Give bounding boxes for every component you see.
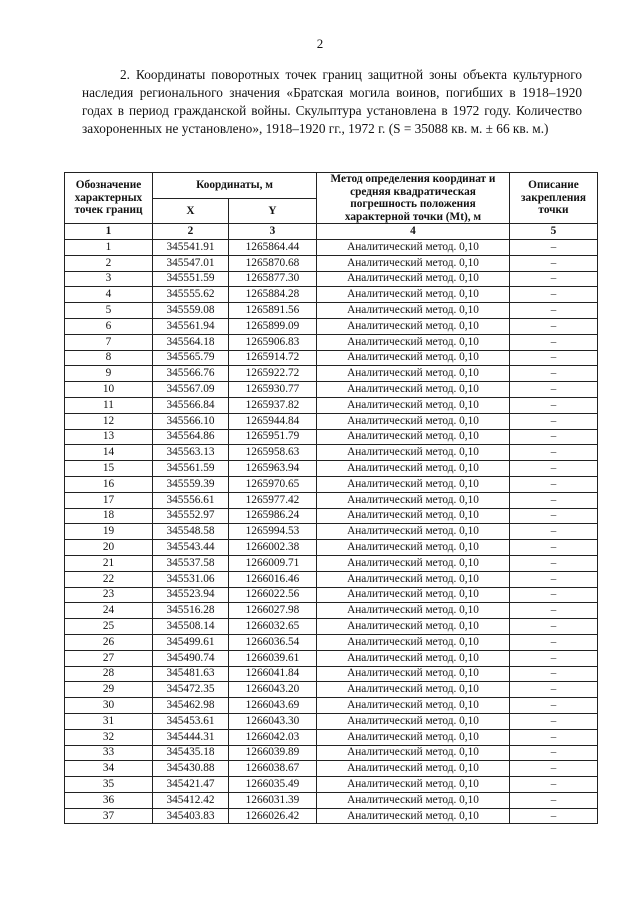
y-cell: 1266027.98 <box>229 603 317 619</box>
column-number: 1 <box>65 224 153 240</box>
x-cell: 345508.14 <box>153 619 229 635</box>
x-cell: 345566.10 <box>153 413 229 429</box>
y-cell: 1266043.20 <box>229 682 317 698</box>
x-cell: 345548.58 <box>153 524 229 540</box>
point-cell: 12 <box>65 413 153 429</box>
y-cell: 1266041.84 <box>229 666 317 682</box>
x-cell: 345563.13 <box>153 445 229 461</box>
description-cell: – <box>510 555 598 571</box>
point-cell: 29 <box>65 682 153 698</box>
header-method: Метод определения координат и средняя квадратическая погрешность положения характерной точки (Mt), м <box>317 173 510 224</box>
description-cell: – <box>510 255 598 271</box>
method-cell: Аналитический метод. 0,10 <box>317 619 510 635</box>
y-cell: 1266035.49 <box>229 777 317 793</box>
x-cell: 345531.06 <box>153 571 229 587</box>
description-cell: – <box>510 240 598 256</box>
description-cell: – <box>510 603 598 619</box>
x-cell: 345444.31 <box>153 729 229 745</box>
table-row <box>65 619 598 635</box>
x-cell: 345566.76 <box>153 366 229 382</box>
table-row <box>65 508 598 524</box>
point-cell: 33 <box>65 745 153 761</box>
x-cell: 345552.97 <box>153 508 229 524</box>
y-cell: 1265994.53 <box>229 524 317 540</box>
method-cell: Аналитический метод. 0,10 <box>317 745 510 761</box>
point-cell: 2 <box>65 255 153 271</box>
y-cell: 1265864.44 <box>229 240 317 256</box>
point-cell: 14 <box>65 445 153 461</box>
x-cell: 345559.39 <box>153 476 229 492</box>
x-cell: 345559.08 <box>153 303 229 319</box>
x-cell: 345537.58 <box>153 555 229 571</box>
table-row <box>65 318 598 334</box>
description-cell: – <box>510 397 598 413</box>
y-cell: 1265958.63 <box>229 445 317 461</box>
y-cell: 1265877.30 <box>229 271 317 287</box>
table-body <box>65 240 598 824</box>
point-cell: 3 <box>65 271 153 287</box>
point-cell: 11 <box>65 397 153 413</box>
table-row <box>65 350 598 366</box>
y-cell: 1265977.42 <box>229 492 317 508</box>
description-cell: – <box>510 429 598 445</box>
y-cell: 1265963.94 <box>229 461 317 477</box>
x-cell: 345472.35 <box>153 682 229 698</box>
column-number-row <box>65 224 598 240</box>
y-cell: 1265944.84 <box>229 413 317 429</box>
description-cell: – <box>510 382 598 398</box>
method-cell: Аналитический метод. 0,10 <box>317 729 510 745</box>
method-cell: Аналитический метод. 0,10 <box>317 492 510 508</box>
x-cell: 345403.83 <box>153 808 229 824</box>
point-cell: 26 <box>65 634 153 650</box>
description-cell: – <box>510 666 598 682</box>
description-cell: – <box>510 334 598 350</box>
header-coordinates: Координаты, м <box>153 173 317 199</box>
y-cell: 1265937.82 <box>229 397 317 413</box>
x-cell: 345412.42 <box>153 792 229 808</box>
description-cell: – <box>510 808 598 824</box>
method-cell: Аналитический метод. 0,10 <box>317 698 510 714</box>
header-point: Обозначение характерных точек границ <box>65 173 153 224</box>
method-cell: Аналитический метод. 0,10 <box>317 271 510 287</box>
description-cell: – <box>510 540 598 556</box>
point-cell: 13 <box>65 429 153 445</box>
table-row <box>65 603 598 619</box>
point-cell: 18 <box>65 508 153 524</box>
point-cell: 35 <box>65 777 153 793</box>
point-cell: 8 <box>65 350 153 366</box>
description-cell: – <box>510 745 598 761</box>
point-cell: 10 <box>65 382 153 398</box>
table-row <box>65 397 598 413</box>
point-cell: 22 <box>65 571 153 587</box>
y-cell: 1266031.39 <box>229 792 317 808</box>
method-cell: Аналитический метод. 0,10 <box>317 508 510 524</box>
x-cell: 345561.59 <box>153 461 229 477</box>
table-row <box>65 524 598 540</box>
x-cell: 345499.61 <box>153 634 229 650</box>
table-row <box>65 777 598 793</box>
method-cell: Аналитический метод. 0,10 <box>317 350 510 366</box>
table-row <box>65 808 598 824</box>
description-cell: – <box>510 413 598 429</box>
table-row <box>65 540 598 556</box>
header-description: Описание закрепления точки <box>510 173 598 224</box>
point-cell: 36 <box>65 792 153 808</box>
point-cell: 4 <box>65 287 153 303</box>
y-cell: 1265986.24 <box>229 508 317 524</box>
y-cell: 1265951.79 <box>229 429 317 445</box>
method-cell: Аналитический метод. 0,10 <box>317 476 510 492</box>
x-cell: 345453.61 <box>153 713 229 729</box>
table-row <box>65 476 598 492</box>
point-cell: 27 <box>65 650 153 666</box>
point-cell: 25 <box>65 619 153 635</box>
table-row <box>65 555 598 571</box>
y-cell: 1266036.54 <box>229 634 317 650</box>
point-cell: 28 <box>65 666 153 682</box>
method-cell: Аналитический метод. 0,10 <box>317 587 510 603</box>
description-cell: – <box>510 476 598 492</box>
y-cell: 1266009.71 <box>229 555 317 571</box>
x-cell: 345555.62 <box>153 287 229 303</box>
point-cell: 9 <box>65 366 153 382</box>
point-cell: 24 <box>65 603 153 619</box>
point-cell: 19 <box>65 524 153 540</box>
method-cell: Аналитический метод. 0,10 <box>317 571 510 587</box>
method-cell: Аналитический метод. 0,10 <box>317 555 510 571</box>
description-cell: – <box>510 729 598 745</box>
point-cell: 15 <box>65 461 153 477</box>
y-cell: 1266042.03 <box>229 729 317 745</box>
method-cell: Аналитический метод. 0,10 <box>317 461 510 477</box>
table-row <box>65 303 598 319</box>
point-cell: 17 <box>65 492 153 508</box>
y-cell: 1266043.69 <box>229 698 317 714</box>
column-number: 2 <box>153 224 229 240</box>
point-cell: 30 <box>65 698 153 714</box>
table-row <box>65 792 598 808</box>
point-cell: 37 <box>65 808 153 824</box>
point-cell: 23 <box>65 587 153 603</box>
table-row <box>65 571 598 587</box>
description-cell: – <box>510 366 598 382</box>
y-cell: 1265914.72 <box>229 350 317 366</box>
y-cell: 1265899.09 <box>229 318 317 334</box>
y-cell: 1265906.83 <box>229 334 317 350</box>
table-row <box>65 729 598 745</box>
y-cell: 1265891.56 <box>229 303 317 319</box>
description-cell: – <box>510 650 598 666</box>
description-cell: – <box>510 587 598 603</box>
point-cell: 7 <box>65 334 153 350</box>
description-cell: – <box>510 350 598 366</box>
y-cell: 1266043.30 <box>229 713 317 729</box>
point-cell: 34 <box>65 761 153 777</box>
table-row <box>65 745 598 761</box>
x-cell: 345566.84 <box>153 397 229 413</box>
table-row <box>65 429 598 445</box>
point-cell: 5 <box>65 303 153 319</box>
table-row <box>65 445 598 461</box>
method-cell: Аналитический метод. 0,10 <box>317 334 510 350</box>
y-cell: 1266039.89 <box>229 745 317 761</box>
x-cell: 345564.18 <box>153 334 229 350</box>
method-cell: Аналитический метод. 0,10 <box>317 240 510 256</box>
method-cell: Аналитический метод. 0,10 <box>317 713 510 729</box>
x-cell: 345490.74 <box>153 650 229 666</box>
method-cell: Аналитический метод. 0,10 <box>317 761 510 777</box>
x-cell: 345565.79 <box>153 350 229 366</box>
y-cell: 1266038.67 <box>229 761 317 777</box>
y-cell: 1265930.77 <box>229 382 317 398</box>
point-cell: 21 <box>65 555 153 571</box>
intro-paragraph: 2. Координаты поворотных точек границ защитной зоны объекта культурного наследия регионального значения «Братская могила воинов, погибших в 1918–1920 годах в период гражданской войны. Скульптура установлена в 1972 году. Количество захороненных не установлено», 1918–1920 гг., 1972 г. (S = 35088 кв. м. ± 66 кв. м.) <box>82 67 582 136</box>
x-cell: 345567.09 <box>153 382 229 398</box>
column-number: 5 <box>510 224 598 240</box>
method-cell: Аналитический метод. 0,10 <box>317 808 510 824</box>
table-row <box>65 255 598 271</box>
description-cell: – <box>510 682 598 698</box>
description-cell: – <box>510 287 598 303</box>
y-cell: 1266039.61 <box>229 650 317 666</box>
x-cell: 345462.98 <box>153 698 229 714</box>
table-row <box>65 366 598 382</box>
method-cell: Аналитический метод. 0,10 <box>317 682 510 698</box>
table-row <box>65 650 598 666</box>
x-cell: 345481.63 <box>153 666 229 682</box>
description-cell: – <box>510 461 598 477</box>
x-cell: 345551.59 <box>153 271 229 287</box>
description-cell: – <box>510 634 598 650</box>
method-cell: Аналитический метод. 0,10 <box>317 255 510 271</box>
x-cell: 345421.47 <box>153 777 229 793</box>
table-row <box>65 666 598 682</box>
table-row <box>65 413 598 429</box>
table-row <box>65 271 598 287</box>
y-cell: 1266026.42 <box>229 808 317 824</box>
method-cell: Аналитический метод. 0,10 <box>317 397 510 413</box>
point-cell: 31 <box>65 713 153 729</box>
point-cell: 32 <box>65 729 153 745</box>
x-cell: 345541.91 <box>153 240 229 256</box>
x-cell: 345556.61 <box>153 492 229 508</box>
description-cell: – <box>510 713 598 729</box>
x-cell: 345523.94 <box>153 587 229 603</box>
method-cell: Аналитический метод. 0,10 <box>317 366 510 382</box>
table-row <box>65 240 598 256</box>
method-cell: Аналитический метод. 0,10 <box>317 303 510 319</box>
point-cell: 20 <box>65 540 153 556</box>
description-cell: – <box>510 303 598 319</box>
x-cell: 345561.94 <box>153 318 229 334</box>
x-cell: 345435.18 <box>153 745 229 761</box>
point-cell: 16 <box>65 476 153 492</box>
table-row <box>65 382 598 398</box>
header-x: X <box>153 198 229 224</box>
table-row <box>65 713 598 729</box>
method-cell: Аналитический метод. 0,10 <box>317 429 510 445</box>
method-cell: Аналитический метод. 0,10 <box>317 650 510 666</box>
method-cell: Аналитический метод. 0,10 <box>317 666 510 682</box>
description-cell: – <box>510 698 598 714</box>
method-cell: Аналитический метод. 0,10 <box>317 413 510 429</box>
y-cell: 1266016.46 <box>229 571 317 587</box>
table-row <box>65 492 598 508</box>
table-row <box>65 634 598 650</box>
point-cell: 6 <box>65 318 153 334</box>
x-cell: 345516.28 <box>153 603 229 619</box>
table-row <box>65 698 598 714</box>
x-cell: 345564.86 <box>153 429 229 445</box>
page-number: 2 <box>316 36 324 51</box>
description-cell: – <box>510 761 598 777</box>
description-cell: – <box>510 524 598 540</box>
x-cell: 345547.01 <box>153 255 229 271</box>
description-cell: – <box>510 445 598 461</box>
description-cell: – <box>510 508 598 524</box>
description-cell: – <box>510 792 598 808</box>
y-cell: 1265870.68 <box>229 255 317 271</box>
method-cell: Аналитический метод. 0,10 <box>317 524 510 540</box>
description-cell: – <box>510 271 598 287</box>
coordinates-table <box>64 172 598 824</box>
column-number: 3 <box>229 224 317 240</box>
description-cell: – <box>510 318 598 334</box>
method-cell: Аналитический метод. 0,10 <box>317 318 510 334</box>
description-cell: – <box>510 619 598 635</box>
table-row <box>65 287 598 303</box>
method-cell: Аналитический метод. 0,10 <box>317 634 510 650</box>
method-cell: Аналитический метод. 0,10 <box>317 382 510 398</box>
point-cell: 1 <box>65 240 153 256</box>
y-cell: 1266032.65 <box>229 619 317 635</box>
method-cell: Аналитический метод. 0,10 <box>317 540 510 556</box>
method-cell: Аналитический метод. 0,10 <box>317 777 510 793</box>
table-row <box>65 761 598 777</box>
table-row <box>65 334 598 350</box>
method-cell: Аналитический метод. 0,10 <box>317 287 510 303</box>
description-cell: – <box>510 777 598 793</box>
y-cell: 1265970.65 <box>229 476 317 492</box>
method-cell: Аналитический метод. 0,10 <box>317 792 510 808</box>
method-cell: Аналитический метод. 0,10 <box>317 445 510 461</box>
table-row <box>65 461 598 477</box>
y-cell: 1266002.38 <box>229 540 317 556</box>
description-cell: – <box>510 571 598 587</box>
description-cell: – <box>510 492 598 508</box>
header-y: Y <box>229 198 317 224</box>
y-cell: 1266022.56 <box>229 587 317 603</box>
y-cell: 1265884.28 <box>229 287 317 303</box>
y-cell: 1265922.72 <box>229 366 317 382</box>
method-cell: Аналитический метод. 0,10 <box>317 603 510 619</box>
x-cell: 345430.88 <box>153 761 229 777</box>
column-number: 4 <box>317 224 510 240</box>
x-cell: 345543.44 <box>153 540 229 556</box>
table-row <box>65 587 598 603</box>
table-row <box>65 682 598 698</box>
